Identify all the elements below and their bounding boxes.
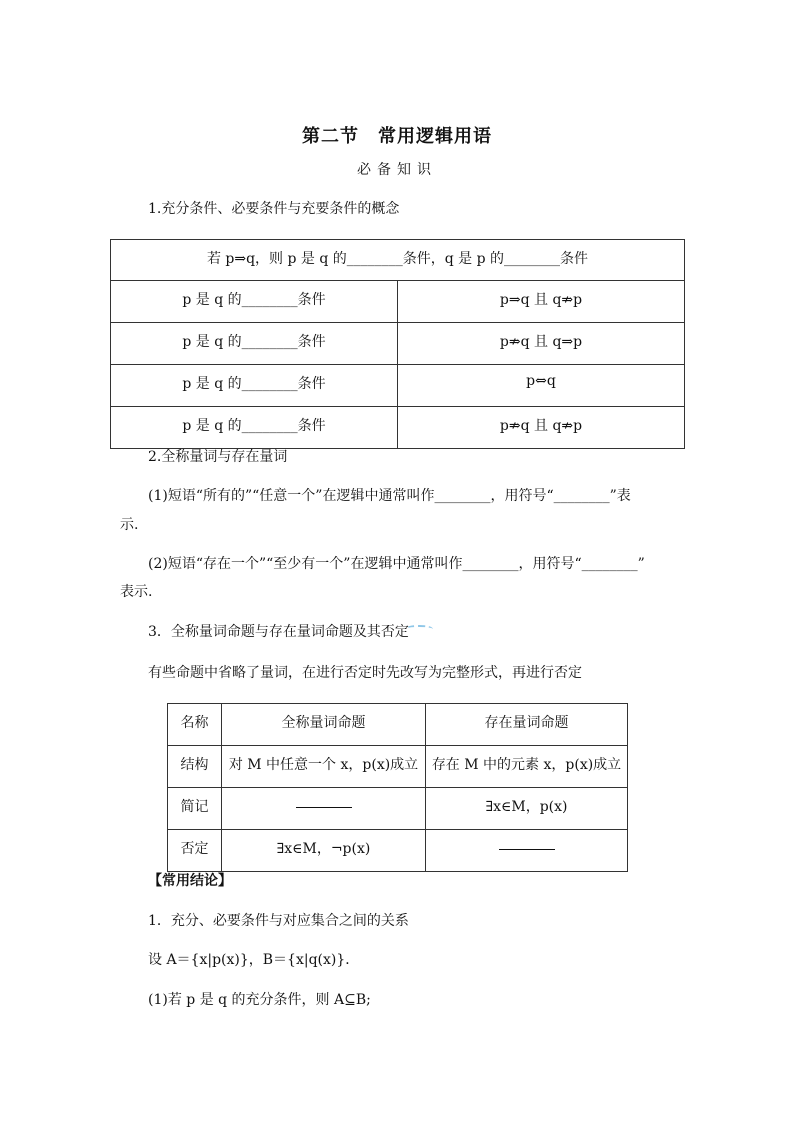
table2-blank-cell: [426, 830, 628, 872]
section2-paragraph2-cont: 表示.: [120, 584, 153, 600]
conclusion-line-3: (1)若 p 是 q 的充分条件，则 A⊆B;: [148, 992, 371, 1008]
table2-cell: ∃x∈M，p(x): [426, 788, 628, 830]
conclusion-line-1: 1．充分、必要条件与对应集合之间的关系: [148, 913, 409, 929]
table2-cell: ∃x∈M，¬p(x): [222, 830, 426, 872]
section-subtitle: 必备知识: [357, 162, 437, 178]
table2-cell: 否定: [168, 830, 222, 872]
table1-cell: p⇔q: [398, 365, 685, 407]
table2-cell: 结构: [168, 746, 222, 788]
fill-in-blank: [499, 848, 555, 850]
conclusion-line-2: 设 A＝{x|p(x)}，B＝{x|q(x)}．: [148, 952, 360, 968]
section2-paragraph2: (2)短语“存在一个”“至少有一个”在逻辑中通常叫作________，用符号“________”: [148, 556, 645, 572]
conditions-table: [110, 239, 685, 449]
table1-cell: p 是 q 的________条件: [111, 323, 398, 365]
decorative-mark: [405, 625, 433, 633]
table1-cell: p 是 q 的________条件: [111, 281, 398, 323]
table1-cell: p⇒q 且 q⇏p: [398, 281, 685, 323]
table2-cell: 简记: [168, 788, 222, 830]
section2-paragraph1: (1)短语“所有的”“任意一个”在逻辑中通常叫作________，用符号“________”表: [148, 488, 631, 504]
table2-blank-cell: [222, 788, 426, 830]
conclusion-heading: 【常用结论】: [148, 873, 232, 889]
quantifier-table: [167, 703, 628, 872]
fill-in-blank: [296, 806, 352, 808]
table1-cell: p⇏q 且 q⇒p: [398, 323, 685, 365]
table2-header: 存在量词命题: [426, 704, 628, 746]
table2-header: 名称: [168, 704, 222, 746]
table1-cell: p 是 q 的________条件: [111, 365, 398, 407]
table1-cell: p 是 q 的________条件: [111, 407, 398, 449]
section3-note: 有些命题中省略了量词，在进行否定时先改写为完整形式，再进行否定: [148, 665, 582, 681]
section2-paragraph1-cont: 示.: [120, 517, 139, 533]
table2-cell: 存在 M 中的元素 x，p(x)成立: [426, 746, 628, 788]
table2-cell: 对 M 中任意一个 x，p(x)成立: [222, 746, 426, 788]
table1-cell: p⇏q 且 q⇏p: [398, 407, 685, 449]
table1-header: 若 p⇒q，则 p 是 q 的________条件，q 是 p 的________条件: [111, 240, 685, 281]
section1-heading: 1.充分条件、必要条件与充要条件的概念: [148, 201, 400, 217]
section3-heading: 3．全称量词命题与存在量词命题及其否定: [148, 624, 409, 640]
page-title: 第二节 常用逻辑用语: [302, 126, 492, 147]
table2-header: 全称量词命题: [222, 704, 426, 746]
section2-heading: 2.全称量词与存在量词: [148, 449, 288, 465]
